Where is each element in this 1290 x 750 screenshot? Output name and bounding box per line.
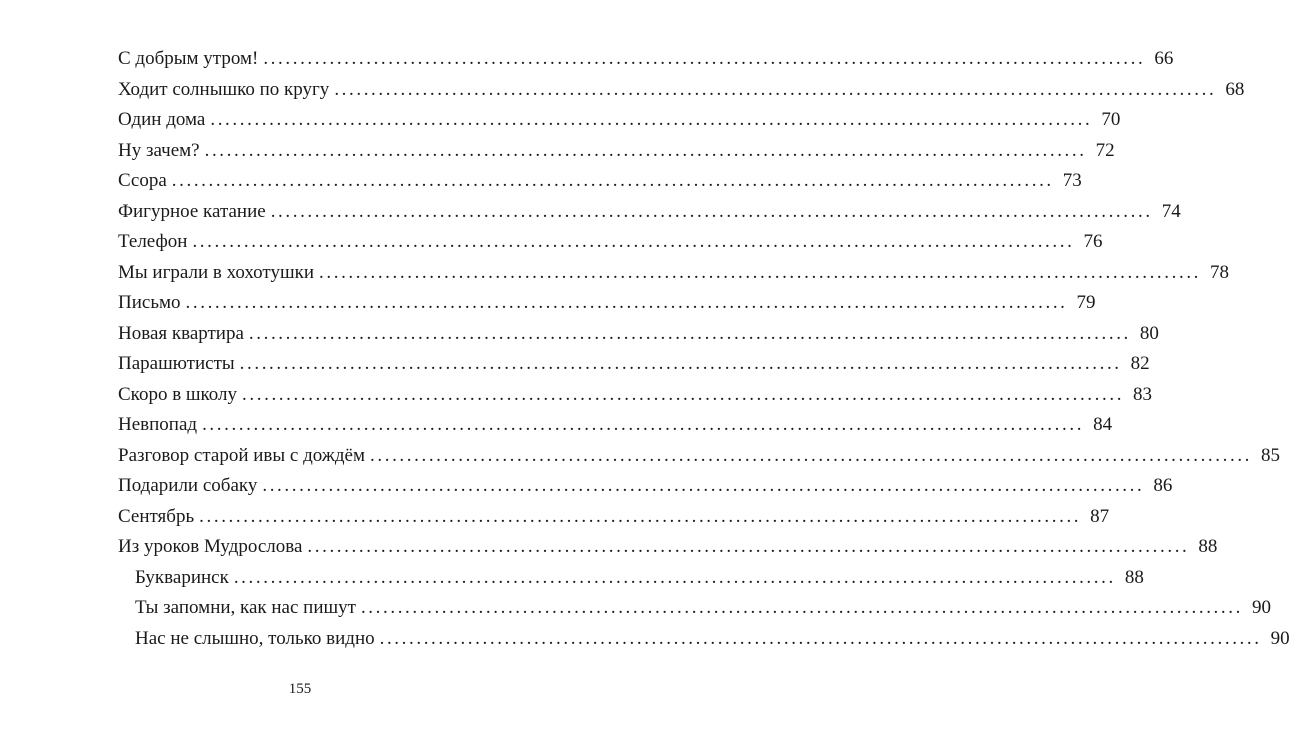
dot-leader: ........................................................................................................................ <box>171 170 1054 191</box>
toc-entry[interactable] <box>118 441 1281 472</box>
toc-entry-title: Ну зачем? <box>118 139 200 161</box>
toc-entry-page: 68 <box>1225 78 1245 100</box>
toc-entry-title: Ты запомни, как нас пишут <box>135 597 356 618</box>
dot-leader: ........................................................................................................................ <box>204 139 1087 161</box>
toc-subentry[interactable] <box>118 593 1271 624</box>
toc-entry-page: 72 <box>1095 139 1115 161</box>
dot-leader: ........................................................................................................................ <box>199 505 1082 527</box>
dot-leader: ........................................................................................................................ <box>233 566 1116 588</box>
toc-entry-title: Из уроков Мудрослова <box>118 536 303 557</box>
toc-entry[interactable] <box>118 410 1113 441</box>
toc-entry[interactable] <box>118 258 1230 289</box>
toc-entry-page: 88 <box>1124 566 1144 588</box>
toc-entry-title: С добрым утром! <box>118 48 259 69</box>
dot-leader: ........................................................................................................................ <box>202 414 1085 435</box>
dot-leader: ........................................................................................................................ <box>262 475 1145 496</box>
toc-entry[interactable] <box>118 349 1150 380</box>
dot-leader: ........................................................................................................................ <box>334 78 1217 100</box>
toc-entry[interactable] <box>118 44 1174 75</box>
dot-leader: ........................................................................................................................ <box>270 200 1153 222</box>
dot-leader: ........................................................................................................................ <box>210 109 1093 130</box>
toc-entry-page: 85 <box>1261 444 1281 466</box>
dot-leader: ........................................................................................................................ <box>319 261 1202 283</box>
toc-entry-title: Письмо <box>118 292 181 313</box>
toc-entry-title: Ссора <box>118 170 167 191</box>
toc-entry-title: Подарили собаку <box>118 475 258 496</box>
dot-leader: ........................................................................................................................ <box>185 292 1068 313</box>
toc-entry-page: 66 <box>1154 48 1174 69</box>
toc-entry-title: Один дома <box>118 109 206 130</box>
toc-entry-title: Фигурное катание <box>118 200 266 222</box>
toc-entry-page: 84 <box>1093 414 1113 435</box>
toc-entry[interactable] <box>118 288 1096 319</box>
toc-entry-page: 88 <box>1198 536 1218 557</box>
toc-entry-page: 87 <box>1090 505 1110 527</box>
dot-leader: ........................................................................................................................ <box>379 627 1262 649</box>
toc-entry[interactable] <box>118 319 1159 350</box>
toc-subentry[interactable] <box>118 563 1144 594</box>
toc-entry-page: 90 <box>1270 627 1290 649</box>
dot-leader: ........................................................................................................................ <box>360 597 1243 618</box>
toc-entry[interactable] <box>118 75 1245 106</box>
toc-entry-title: Новая квартира <box>118 322 244 344</box>
toc-entry-title: Нас не слышно, только видно <box>135 627 375 649</box>
toc-entry-page: 73 <box>1062 170 1082 191</box>
toc-entry[interactable] <box>118 227 1103 258</box>
dot-leader: ........................................................................................................................ <box>242 383 1125 405</box>
toc-entry-page: 76 <box>1083 231 1103 252</box>
toc-entry-title: Сентябрь <box>118 505 195 527</box>
toc-entry[interactable] <box>118 197 1181 228</box>
toc-entry-page: 90 <box>1251 597 1271 618</box>
toc-entry-page: 82 <box>1130 353 1150 374</box>
toc-entry-page: 74 <box>1161 200 1181 222</box>
dot-leader: ........................................................................................................................ <box>307 536 1190 557</box>
toc-entry-title: Букваринск <box>135 566 229 588</box>
toc-entry[interactable] <box>118 502 1110 533</box>
toc-subentry[interactable] <box>118 624 1290 655</box>
toc-entry[interactable] <box>118 105 1121 136</box>
dot-leader: ........................................................................................................................ <box>263 48 1146 69</box>
toc-entry-page: 79 <box>1076 292 1096 313</box>
toc-entry[interactable] <box>118 471 1173 502</box>
toc-entry-page: 80 <box>1139 322 1159 344</box>
toc-entry-page: 86 <box>1153 475 1173 496</box>
toc-entry-title: Парашютисты <box>118 353 235 374</box>
dot-leader: ........................................................................................................................ <box>239 353 1122 374</box>
toc-entry-title: Разговор старой ивы с дождём <box>118 444 366 466</box>
dot-leader: ........................................................................................................................ <box>370 444 1253 466</box>
toc-entry-title: Ходит солнышко по кругу <box>118 78 330 100</box>
dot-leader: ........................................................................................................................ <box>192 231 1075 252</box>
toc-entry-title: Мы играли в хохотушки <box>118 261 315 283</box>
toc-entry-page: 78 <box>1210 261 1230 283</box>
toc-entry[interactable] <box>118 532 1218 563</box>
page-number: 155 <box>288 681 312 697</box>
dot-leader: ........................................................................................................................ <box>248 322 1131 344</box>
table-of-contents <box>118 44 1290 654</box>
toc-entry-title: Скоро в школу <box>118 383 238 405</box>
toc-entry[interactable] <box>118 166 1082 197</box>
toc-entry[interactable] <box>118 380 1153 411</box>
toc-entry-page: 83 <box>1133 383 1153 405</box>
toc-entry-title: Невпопад <box>118 414 198 435</box>
toc-entry-title: Телефон <box>118 231 188 252</box>
toc-entry[interactable] <box>118 136 1115 167</box>
toc-entry-page: 70 <box>1101 109 1121 130</box>
